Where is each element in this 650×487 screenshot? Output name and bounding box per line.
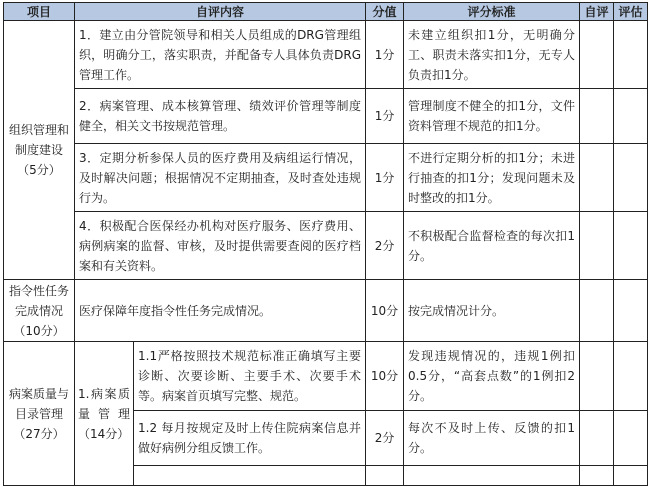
- score-cell: 1分: [366, 89, 404, 144]
- assessment-cell[interactable]: [614, 411, 648, 466]
- score-cell: 2分: [366, 411, 404, 466]
- standard-cell: 管理制度不健全的扣1分，文件资料管理不规范的扣1分。: [404, 89, 580, 144]
- self-eval-cell[interactable]: [580, 280, 614, 342]
- content-cell: 1.1严格按照技术规范标准正确填写主要诊断、次要诊断、主要手术、次要手术等。病案首页填写完整、规范。: [134, 342, 366, 411]
- table-row: [4, 21, 648, 89]
- content-cell: [134, 466, 366, 486]
- standard-cell: 按完成情况计分。: [404, 280, 580, 342]
- score-cell: 10分: [366, 342, 404, 411]
- self-eval-cell[interactable]: [580, 411, 614, 466]
- header-item: 项目: [4, 3, 75, 21]
- standard-cell: 不积极配合监督检查的每次扣1分。: [404, 212, 580, 280]
- self-eval-cell[interactable]: [580, 144, 614, 212]
- header-self-eval: 自评: [580, 3, 614, 21]
- header-standard: 评分标准: [404, 3, 580, 21]
- score-cell: 1分: [366, 21, 404, 89]
- assessment-cell[interactable]: [614, 466, 648, 486]
- self-eval-cell[interactable]: [580, 342, 614, 411]
- content-cell: 2．病案管理、成本核算管理、绩效评价管理等制度健全，相关文书按规范管理。: [75, 89, 366, 144]
- assessment-cell[interactable]: [614, 89, 648, 144]
- score-cell: 2分: [366, 212, 404, 280]
- assessment-cell[interactable]: [614, 212, 648, 280]
- standard-cell: [404, 466, 580, 486]
- section-title-quality: 病案质量与 目录管理 （27分）: [4, 342, 75, 486]
- table-row: [4, 342, 648, 411]
- evaluation-table: [3, 2, 648, 486]
- self-eval-cell[interactable]: [580, 21, 614, 89]
- table-row: [4, 280, 648, 342]
- header-score: 分值: [366, 3, 404, 21]
- score-cell: [366, 466, 404, 486]
- header-row: [4, 3, 648, 21]
- table-row: [4, 212, 648, 280]
- standard-cell: 每次不及时上传、反馈的扣1分。: [404, 411, 580, 466]
- standard-cell: 未建立组织扣1分，无明确分工、职责未落实扣1分，无专人负责扣1分。: [404, 21, 580, 89]
- content-cell: 1.2 每月按规定及时上传住院病案信息并做好病例分组反馈工作。: [134, 411, 366, 466]
- content-cell: 医疗保障年度指令性任务完成情况。: [75, 280, 366, 342]
- sub-section-title: 1.病案质量管理（14分）: [75, 342, 134, 486]
- score-cell: 10分: [366, 280, 404, 342]
- assessment-cell[interactable]: [614, 144, 648, 212]
- self-eval-cell[interactable]: [580, 212, 614, 280]
- header-assessment: 评估: [614, 3, 648, 21]
- self-eval-cell[interactable]: [580, 466, 614, 486]
- content-cell: 3．定期分析参保人员的医疗费用及病组运行情况，及时解决问题；根据情况不定期抽查，及时查处违规行为。: [75, 144, 366, 212]
- assessment-cell[interactable]: [614, 21, 648, 89]
- standard-cell: 不进行定期分析的扣1分；未进行抽查的扣1分；发现问题未及时整改的扣1分。: [404, 144, 580, 212]
- table-row: [4, 89, 648, 144]
- table-row: [4, 144, 648, 212]
- header-content: 自评内容: [75, 3, 366, 21]
- score-cell: 1分: [366, 144, 404, 212]
- assessment-cell[interactable]: [614, 280, 648, 342]
- standard-cell: 发现违规情况的，违规1例扣0.5分，“高套点数”的1例扣2分。: [404, 342, 580, 411]
- section-title-task: 指令性任务 完成情况 （10分）: [4, 280, 75, 342]
- content-cell: 1．建立由分管院领导和相关人员组成的DRG管理组织，明确分工，落实职责，并配备专人具体负责DRG管理工作。: [75, 21, 366, 89]
- self-eval-cell[interactable]: [580, 89, 614, 144]
- section-title-org: 组织管理和 制度建设 （5分）: [4, 21, 75, 280]
- content-cell: 4．积极配合医保经办机构对医疗服务、医疗费用、病例病案的监督、审核，及时提供需要查阅的医疗档案和有关资料。: [75, 212, 366, 280]
- assessment-cell[interactable]: [614, 342, 648, 411]
